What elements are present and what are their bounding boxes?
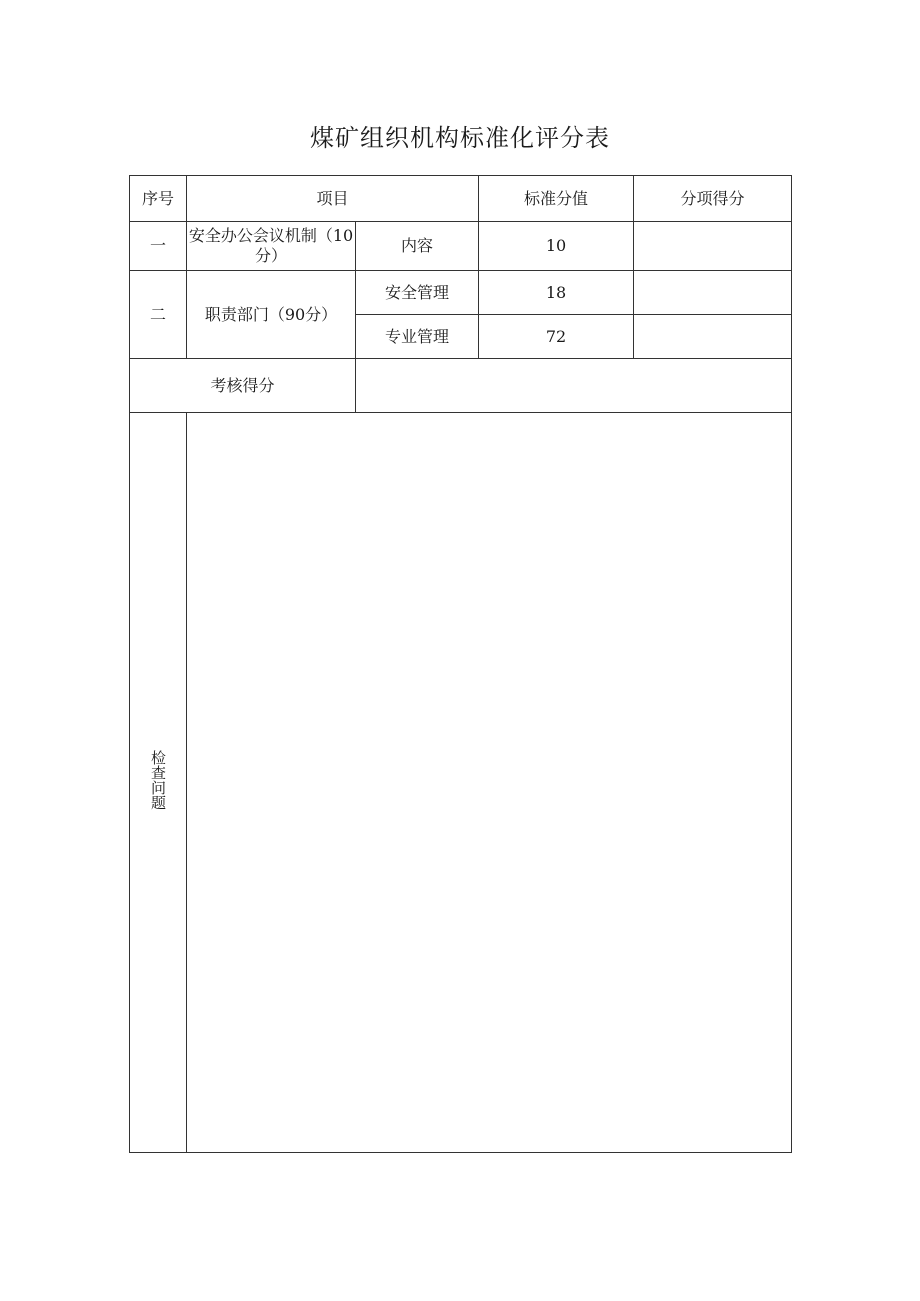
issues-row xyxy=(130,413,792,1153)
row-standard-value: 10 xyxy=(479,222,634,271)
issues-label: 检查问题 xyxy=(149,750,167,810)
issues-content-cell[interactable] xyxy=(187,413,792,1153)
row-sub-item: 专业管理 xyxy=(356,315,479,359)
total-value-cell[interactable] xyxy=(356,359,792,413)
issues-label-cell xyxy=(130,413,187,1153)
row-score-cell[interactable] xyxy=(634,222,792,271)
header-standard: 标准分值 xyxy=(479,176,634,222)
row-category: 职责部门（90分） xyxy=(187,271,356,359)
header-row xyxy=(130,176,792,222)
table-row xyxy=(130,271,792,315)
row-standard-value: 18 xyxy=(479,271,634,315)
table-row xyxy=(130,222,792,271)
header-no: 序号 xyxy=(130,176,187,222)
row-no: 二 xyxy=(130,271,187,359)
row-no: 一 xyxy=(130,222,187,271)
row-sub-item: 内容 xyxy=(356,222,479,271)
header-item: 项目 xyxy=(187,176,479,222)
row-category: 安全办公会议机制（10分） xyxy=(187,222,356,271)
page-title: 煤矿组织机构标准化评分表 xyxy=(310,124,610,152)
row-sub-item: 安全管理 xyxy=(356,271,479,315)
total-label: 考核得分 xyxy=(130,359,356,413)
row-score-cell[interactable] xyxy=(634,315,792,359)
header-score: 分项得分 xyxy=(634,176,792,222)
row-standard-value: 72 xyxy=(479,315,634,359)
total-row xyxy=(130,359,792,413)
row-score-cell[interactable] xyxy=(634,271,792,315)
score-table xyxy=(129,175,792,1153)
